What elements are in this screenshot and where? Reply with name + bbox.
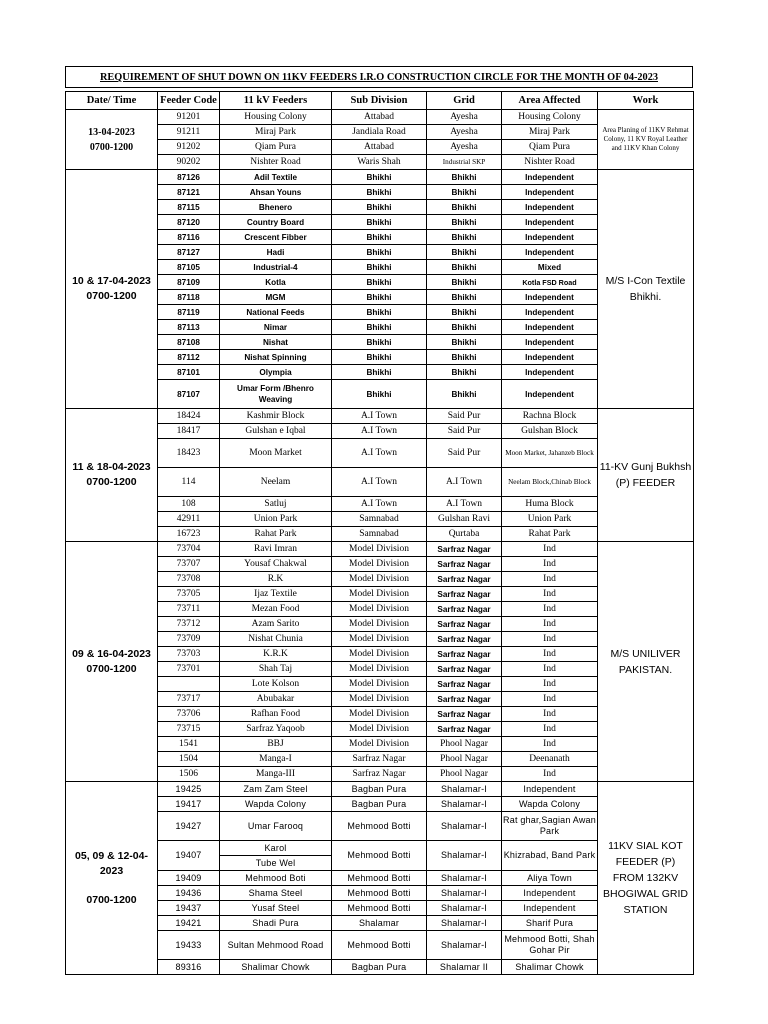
sub-division: Model Division (332, 617, 427, 632)
sub-division: Mehmood Botti (332, 931, 427, 960)
feeder-code: 1506 (158, 767, 220, 782)
feeder-name: Miraj Park (220, 125, 332, 140)
feeder-code: 73715 (158, 722, 220, 737)
grid: Bhikhi (427, 335, 502, 350)
feeder-code: 19407 (158, 841, 220, 871)
document-page (65, 66, 693, 975)
header-grid: Grid (427, 92, 502, 110)
grid: A.I Town (427, 497, 502, 512)
feeder-code: 87115 (158, 200, 220, 215)
area-affected: Ind (502, 722, 598, 737)
feeder-name: Shadi Pura (220, 916, 332, 931)
feeder-name: Nishat Chunia (220, 632, 332, 647)
area-affected: Miraj Park (502, 125, 598, 140)
time: 0700-1200 (86, 476, 137, 488)
grid: Bhikhi (427, 245, 502, 260)
work-cell: 11KV SIAL KOT FEEDER (P) FROM 132KV BHOGIWAL GRID STATION (598, 782, 694, 975)
grid: Sarfraz Nagar (427, 677, 502, 692)
sub-division: Sarfraz Nagar (332, 767, 427, 782)
sub-division: Bhikhi (332, 215, 427, 230)
feeder-name: Nishat (220, 335, 332, 350)
feeder-code: 87108 (158, 335, 220, 350)
area-affected: Kotla FSD Road (502, 275, 598, 290)
date: 11 & 18-04-2023 (72, 461, 151, 473)
grid: Gulshan Ravi (427, 512, 502, 527)
grid: Phool Nagar (427, 752, 502, 767)
header-work: Work (598, 92, 694, 110)
grid: Sarfraz Nagar (427, 602, 502, 617)
feeder-code: 87109 (158, 275, 220, 290)
area-affected: Independent (502, 350, 598, 365)
sub-division: Bagban Pura (332, 797, 427, 812)
date: 13-04-2023 (88, 126, 135, 138)
feeder-code: 19425 (158, 782, 220, 797)
work-cell: M/S UNILIVER PAKISTAN. (598, 542, 694, 782)
area-affected: Independent (502, 782, 598, 797)
time: 0700-1200 (86, 290, 137, 302)
grid: Bhikhi (427, 215, 502, 230)
feeder-name: Olympia (220, 365, 332, 380)
sub-division: Samnabad (332, 527, 427, 542)
area-affected: Ind (502, 572, 598, 587)
feeder-name: Country Board (220, 215, 332, 230)
grid: Sarfraz Nagar (427, 707, 502, 722)
sub-division: Bhikhi (332, 380, 427, 409)
feeder-name: Neelam (220, 468, 332, 497)
area-affected: Independent (502, 335, 598, 350)
feeder-name: National Feeds (220, 305, 332, 320)
sub-division: Bhikhi (332, 365, 427, 380)
feeder-name: Abubakar (220, 692, 332, 707)
grid: Sarfraz Nagar (427, 692, 502, 707)
date-time-cell (66, 782, 158, 975)
area-affected: Shalimar Chowk (502, 960, 598, 975)
grid: Shalamar-I (427, 841, 502, 871)
area-affected: Ind (502, 617, 598, 632)
sub-division: Attabad (332, 140, 427, 155)
feeder-name: Tube Wel (220, 856, 332, 871)
grid: Bhikhi (427, 380, 502, 409)
grid: Bhikhi (427, 305, 502, 320)
sub-division: Jandiala Road (332, 125, 427, 140)
sub-division: Bhikhi (332, 320, 427, 335)
table-row (66, 782, 694, 797)
sub-division: Model Division (332, 542, 427, 557)
sub-division: Mehmood Botti (332, 901, 427, 916)
area-affected: Independent (502, 215, 598, 230)
sub-division: Bhikhi (332, 335, 427, 350)
feeder-code: 73705 (158, 587, 220, 602)
feeder-code: 42911 (158, 512, 220, 527)
feeder-code (158, 677, 220, 692)
feeder-name: Zam Zam Steel (220, 782, 332, 797)
feeder-code: 16723 (158, 527, 220, 542)
sub-division: Model Division (332, 677, 427, 692)
feeder-code: 1541 (158, 737, 220, 752)
grid: Ayesha (427, 110, 502, 125)
grid: Shalamar-I (427, 812, 502, 841)
sub-division: Bhikhi (332, 305, 427, 320)
sub-division: Bagban Pura (332, 960, 427, 975)
area-affected: Ind (502, 632, 598, 647)
grid: Shalamar-I (427, 871, 502, 886)
feeder-code: 19421 (158, 916, 220, 931)
grid: Sarfraz Nagar (427, 617, 502, 632)
feeder-code: 18417 (158, 424, 220, 439)
feeder-code: 87126 (158, 170, 220, 185)
sub-division: Bhikhi (332, 185, 427, 200)
grid: Bhikhi (427, 320, 502, 335)
area-affected: Ind (502, 767, 598, 782)
feeder-code: 89316 (158, 960, 220, 975)
sub-division: Model Division (332, 692, 427, 707)
feeder-code: 87116 (158, 230, 220, 245)
grid: Sarfraz Nagar (427, 572, 502, 587)
sub-division: Bhikhi (332, 350, 427, 365)
area-affected: Ind (502, 587, 598, 602)
feeder-code: 19409 (158, 871, 220, 886)
feeder-code: 87127 (158, 245, 220, 260)
feeder-code: 18423 (158, 439, 220, 468)
feeder-name: Rafhan Food (220, 707, 332, 722)
area-affected: Wapda Colony (502, 797, 598, 812)
area-affected: Union Park (502, 512, 598, 527)
date-time-cell (66, 170, 158, 409)
sub-division: A.I Town (332, 497, 427, 512)
sub-division: Bagban Pura (332, 782, 427, 797)
feeder-name: Wapda Colony (220, 797, 332, 812)
sub-division: Model Division (332, 557, 427, 572)
date-time-cell (66, 409, 158, 542)
sub-division: Attabad (332, 110, 427, 125)
area-affected: Ind (502, 707, 598, 722)
feeder-code: 73703 (158, 647, 220, 662)
area-affected: Independent (502, 901, 598, 916)
grid: Bhikhi (427, 230, 502, 245)
grid: Shalamar-I (427, 901, 502, 916)
feeder-code: 87120 (158, 215, 220, 230)
feeder-code: 19433 (158, 931, 220, 960)
table-row (66, 409, 694, 424)
area-affected: Independent (502, 230, 598, 245)
area-affected: Ind (502, 692, 598, 707)
feeder-code: 87119 (158, 305, 220, 320)
area-affected: Rat ghar,Sagian Awan Park (502, 812, 598, 841)
document-title: REQUIREMENT OF SHUT DOWN ON 11KV FEEDERS I.R.O CONSTRUCTION CIRCLE FOR THE MONTH OF 04-2023 (65, 66, 693, 88)
grid: A.I Town (427, 468, 502, 497)
grid: Bhikhi (427, 185, 502, 200)
table-row (66, 110, 694, 125)
feeder-code: 73704 (158, 542, 220, 557)
area-affected: Khizrabad, Band Park (502, 841, 598, 871)
feeder-code: 1504 (158, 752, 220, 767)
feeder-code: 73709 (158, 632, 220, 647)
sub-division: Bhikhi (332, 170, 427, 185)
area-affected: Independent (502, 185, 598, 200)
sub-division: A.I Town (332, 439, 427, 468)
area-affected: Qiam Pura (502, 140, 598, 155)
sub-division: A.I Town (332, 468, 427, 497)
area-affected: Rahat Park (502, 527, 598, 542)
sub-division: Bhikhi (332, 245, 427, 260)
feeder-name: Ahsan Youns (220, 185, 332, 200)
header-sub-division: Sub Division (332, 92, 427, 110)
feeder-name: Azam Sarito (220, 617, 332, 632)
grid: Said Pur (427, 409, 502, 424)
feeder-code: 91211 (158, 125, 220, 140)
area-affected: Ind (502, 647, 598, 662)
feeder-code: 73708 (158, 572, 220, 587)
date: 09 & 16-04-2023 (72, 647, 151, 660)
feeder-code: 73707 (158, 557, 220, 572)
feeder-name: Yusaf Steel (220, 901, 332, 916)
feeder-code: 91201 (158, 110, 220, 125)
time: 0700-1200 (89, 141, 134, 153)
area-affected: Housing Colony (502, 110, 598, 125)
area-affected: Independent (502, 245, 598, 260)
grid: Sarfraz Nagar (427, 647, 502, 662)
area-affected: Sharif Pura (502, 916, 598, 931)
feeder-name: Yousaf Chakwal (220, 557, 332, 572)
time: 0700-1200 (86, 893, 137, 906)
table-row (66, 542, 694, 557)
work-cell: Area Planing of 11KV Rehmat Colony, 11 KV Royal Leather and 11KV Khan Colony (598, 110, 694, 170)
area-affected: Ind (502, 677, 598, 692)
feeder-code: 87113 (158, 320, 220, 335)
grid: Bhikhi (427, 290, 502, 305)
feeder-code: 87107 (158, 380, 220, 409)
area-affected: Gulshan Block (502, 424, 598, 439)
grid: Phool Nagar (427, 767, 502, 782)
area-affected: Aliya Town (502, 871, 598, 886)
sub-division: Model Division (332, 632, 427, 647)
feeder-code: 19437 (158, 901, 220, 916)
feeder-name: Sarfraz Yaqoob (220, 722, 332, 737)
grid: Bhikhi (427, 275, 502, 290)
grid: Phool Nagar (427, 737, 502, 752)
feeder-name: Adil Textile (220, 170, 332, 185)
sub-division: Model Division (332, 602, 427, 617)
area-affected: Independent (502, 170, 598, 185)
grid: Ayesha (427, 140, 502, 155)
date: 05, 09 & 12-04-2023 (75, 849, 148, 877)
sub-division: Model Division (332, 662, 427, 677)
area-affected: Independent (502, 305, 598, 320)
feeder-code: 19427 (158, 812, 220, 841)
feeder-name: Moon Market (220, 439, 332, 468)
feeder-name: Nishat Spinning (220, 350, 332, 365)
feeder-name: Sultan Mehmood Road (220, 931, 332, 960)
feeder-code: 87121 (158, 185, 220, 200)
area-affected: Independent (502, 320, 598, 335)
feeder-name: Nishter Road (220, 155, 332, 170)
work-cell: M/S I-Con Textile Bhikhi. (598, 170, 694, 409)
sub-division: Model Division (332, 737, 427, 752)
sub-division: Shalamar (332, 916, 427, 931)
grid: Sarfraz Nagar (427, 542, 502, 557)
grid: Shalamar-I (427, 782, 502, 797)
sub-division: Model Division (332, 587, 427, 602)
feeder-name: Mezan Food (220, 602, 332, 617)
feeder-name: Nimar (220, 320, 332, 335)
area-affected: Ind (502, 662, 598, 677)
sub-division: Bhikhi (332, 230, 427, 245)
feeder-name: Ijaz Textile (220, 587, 332, 602)
header-feeder-code: Feeder Code (158, 92, 220, 110)
area-affected: Independent (502, 200, 598, 215)
sub-division: Model Division (332, 722, 427, 737)
grid: Shalamar-I (427, 797, 502, 812)
grid: Sarfraz Nagar (427, 632, 502, 647)
area-affected: Nishter Road (502, 155, 598, 170)
sub-division: A.I Town (332, 424, 427, 439)
sub-division: Model Division (332, 707, 427, 722)
grid: Bhikhi (427, 200, 502, 215)
feeder-code: 87105 (158, 260, 220, 275)
grid: Shalamar II (427, 960, 502, 975)
area-affected: Ind (502, 737, 598, 752)
feeder-name: Manga-III (220, 767, 332, 782)
sub-division: Waris Shah (332, 155, 427, 170)
sub-division: Model Division (332, 647, 427, 662)
feeder-code: 114 (158, 468, 220, 497)
feeder-code: 73717 (158, 692, 220, 707)
feeder-code: 87118 (158, 290, 220, 305)
feeder-name: Satluj (220, 497, 332, 512)
date-time-cell (66, 110, 158, 170)
feeder-name: Industrial-4 (220, 260, 332, 275)
grid: Sarfraz Nagar (427, 587, 502, 602)
grid: Bhikhi (427, 260, 502, 275)
area-affected: Rachna Block (502, 409, 598, 424)
time: 0700-1200 (86, 662, 137, 675)
work-cell: 11-KV Gunj Bukhsh (P) FEEDER (598, 409, 694, 542)
grid: Shalamar-I (427, 886, 502, 901)
feeder-name: K.R.K (220, 647, 332, 662)
area-affected: Independent (502, 380, 598, 409)
feeder-name: Gulshan e Iqbal (220, 424, 332, 439)
area-affected: Huma Block (502, 497, 598, 512)
sub-division: Bhikhi (332, 275, 427, 290)
feeder-name: Karol (220, 841, 332, 856)
header-area-affected: Area Affected (502, 92, 598, 110)
date: 10 & 17-04-2023 (72, 275, 151, 287)
area-affected: Ind (502, 542, 598, 557)
area-affected: Moon Market, Jahanzeb Block (502, 439, 598, 468)
area-affected: Ind (502, 602, 598, 617)
sub-division: Mehmood Botti (332, 871, 427, 886)
feeder-name: Lote Kolson (220, 677, 332, 692)
feeder-name: Kotla (220, 275, 332, 290)
feeder-name: Qiam Pura (220, 140, 332, 155)
feeder-name: MGM (220, 290, 332, 305)
area-affected: Independent (502, 290, 598, 305)
feeder-code: 73711 (158, 602, 220, 617)
feeder-name: Rahat Park (220, 527, 332, 542)
feeder-code: 90202 (158, 155, 220, 170)
feeder-code: 87112 (158, 350, 220, 365)
grid: Sarfraz Nagar (427, 662, 502, 677)
feeder-name: Shama Steel (220, 886, 332, 901)
grid: Sarfraz Nagar (427, 557, 502, 572)
grid: Bhikhi (427, 170, 502, 185)
table-row (66, 170, 694, 185)
sub-division: Sarfraz Nagar (332, 752, 427, 767)
grid: Sarfraz Nagar (427, 722, 502, 737)
header-date: Date/ Time (66, 92, 158, 110)
sub-division: A.I Town (332, 409, 427, 424)
feeder-name: Manga-I (220, 752, 332, 767)
feeder-name: Kashmir Block (220, 409, 332, 424)
sub-division: Bhikhi (332, 290, 427, 305)
feeder-code: 73706 (158, 707, 220, 722)
feeder-code: 73701 (158, 662, 220, 677)
area-affected: Ind (502, 557, 598, 572)
grid: Shalamar-I (427, 916, 502, 931)
feeder-code: 108 (158, 497, 220, 512)
feeder-name: Bhenero (220, 200, 332, 215)
feeder-name: BBJ (220, 737, 332, 752)
sub-division: Mehmood Botti (332, 886, 427, 901)
feeder-name: Umar Farooq (220, 812, 332, 841)
area-affected: Independent (502, 365, 598, 380)
sub-division: Mehmood Botti (332, 812, 427, 841)
grid: Ayesha (427, 125, 502, 140)
feeder-code: 19417 (158, 797, 220, 812)
feeder-name: Crescent Fibber (220, 230, 332, 245)
feeder-name: Shalimar Chowk (220, 960, 332, 975)
feeder-name: Shah Taj (220, 662, 332, 677)
date-time-cell (66, 542, 158, 782)
feeder-code: 18424 (158, 409, 220, 424)
grid: Shalamar-I (427, 931, 502, 960)
grid: Bhikhi (427, 365, 502, 380)
grid: Qurtaba (427, 527, 502, 542)
feeder-name: Mehmood Boti (220, 871, 332, 886)
area-affected: Independent (502, 886, 598, 901)
feeder-code: 73712 (158, 617, 220, 632)
area-affected: Mehmood Botti, Shah Gohar Pir (502, 931, 598, 960)
area-affected: Mixed (502, 260, 598, 275)
feeder-code: 87101 (158, 365, 220, 380)
feeder-name: Housing Colony (220, 110, 332, 125)
grid: Said Pur (427, 439, 502, 468)
feeder-name: Ravi Imran (220, 542, 332, 557)
sub-division: Bhikhi (332, 200, 427, 215)
shutdown-table (65, 91, 694, 975)
feeder-name: Umar Form /Bhenro Weaving (220, 380, 332, 409)
feeder-name: R.K (220, 572, 332, 587)
grid: Bhikhi (427, 350, 502, 365)
sub-division: Mehmood Botti (332, 841, 427, 871)
sub-division: Model Division (332, 572, 427, 587)
area-affected: Neelam Block,Chinab Block (502, 468, 598, 497)
header-row (66, 92, 694, 110)
header-feeders: 11 kV Feeders (220, 92, 332, 110)
feeder-code: 19436 (158, 886, 220, 901)
feeder-code: 91202 (158, 140, 220, 155)
area-affected: Deenanath (502, 752, 598, 767)
feeder-name: Union Park (220, 512, 332, 527)
sub-division: Samnabad (332, 512, 427, 527)
sub-division: Bhikhi (332, 260, 427, 275)
feeder-name: Hadi (220, 245, 332, 260)
grid: Said Pur (427, 424, 502, 439)
grid: Industrial SKP (427, 155, 502, 170)
